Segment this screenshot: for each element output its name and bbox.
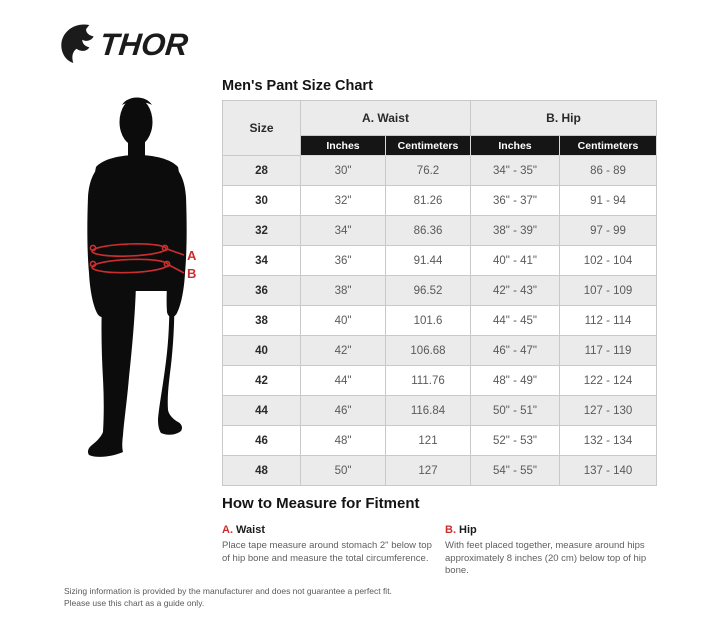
cell-value: 127 - 130 [560, 396, 657, 426]
cell-value: 132 - 134 [560, 426, 657, 456]
size-chart-table [222, 100, 657, 486]
cell-value: 102 - 104 [560, 246, 657, 276]
table-row [223, 246, 657, 276]
cell-value: 34" [301, 216, 386, 246]
measure-hip-prefix: B. [445, 524, 456, 536]
sizing-disclaimer [64, 585, 392, 610]
header-hip: B. Hip [471, 101, 657, 136]
table-row [223, 366, 657, 396]
cell-value: 40" - 41" [471, 246, 560, 276]
cell-value: 38" [301, 276, 386, 306]
table-row [223, 456, 657, 486]
cell-value: 117 - 119 [560, 336, 657, 366]
cell-size: 38 [223, 306, 301, 336]
cell-value: 96.52 [386, 276, 471, 306]
cell-size: 28 [223, 156, 301, 186]
cell-value: 36" [301, 246, 386, 276]
cell-value: 36" - 37" [471, 186, 560, 216]
cell-value: 48" - 49" [471, 366, 560, 396]
table-row [223, 396, 657, 426]
cell-value: 40" [301, 306, 386, 336]
cell-size: 32 [223, 216, 301, 246]
table-body [223, 156, 657, 486]
cell-value: 111.76 [386, 366, 471, 396]
cell-value: 106.68 [386, 336, 471, 366]
measure-waist-label: Waist [233, 524, 265, 536]
cell-value: 32" [301, 186, 386, 216]
cell-size: 30 [223, 186, 301, 216]
table-row [223, 156, 657, 186]
measure-hip-block [445, 523, 667, 578]
table-row [223, 336, 657, 366]
cell-value: 42" - 43" [471, 276, 560, 306]
how-to-measure-title: How to Measure for Fitment [222, 495, 420, 512]
cell-value: 107 - 109 [560, 276, 657, 306]
table-row [223, 306, 657, 336]
thor-logo [60, 24, 188, 64]
cell-value: 50" - 51" [471, 396, 560, 426]
size-chart-title: Men's Pant Size Chart [222, 78, 373, 94]
subheader-waist-inches: Inches [301, 136, 386, 156]
measure-hip-heading [445, 523, 667, 538]
cell-value: 91.44 [386, 246, 471, 276]
table-row [223, 276, 657, 306]
cell-value: 127 [386, 456, 471, 486]
hip-callout-label: B [187, 266, 197, 281]
measure-hip-text: With feet placed together, measure around hips approximately 8 inches (20 cm) below top of hip bone. [445, 539, 647, 577]
cell-value: 121 [386, 426, 471, 456]
cell-value: 97 - 99 [560, 216, 657, 246]
cell-value: 46" [301, 396, 386, 426]
cell-value: 122 - 124 [560, 366, 657, 396]
cell-value: 101.6 [386, 306, 471, 336]
header-waist: A. Waist [301, 101, 471, 136]
cell-value: 52" - 53" [471, 426, 560, 456]
table-header [223, 101, 657, 156]
size-chart-table-wrap [222, 100, 656, 486]
cell-value: 48" [301, 426, 386, 456]
subheader-hip-inches: Inches [471, 136, 560, 156]
cell-value: 81.26 [386, 186, 471, 216]
cell-size: 46 [223, 426, 301, 456]
subheader-hip-cm: Centimeters [560, 136, 657, 156]
measure-waist-block [222, 523, 434, 565]
cell-size: 48 [223, 456, 301, 486]
cell-value: 46" - 47" [471, 336, 560, 366]
table-row [223, 216, 657, 246]
cell-size: 40 [223, 336, 301, 366]
cell-value: 30" [301, 156, 386, 186]
cell-value: 86 - 89 [560, 156, 657, 186]
measure-hip-label: Hip [456, 524, 477, 536]
cell-value: 34" - 35" [471, 156, 560, 186]
table-row [223, 426, 657, 456]
waist-callout-label: A [187, 248, 197, 263]
measure-waist-prefix: A. [222, 524, 233, 536]
cell-size: 44 [223, 396, 301, 426]
measure-waist-text: Place tape measure around stomach 2" below top of hip bone and measure the total circumference. [222, 539, 432, 564]
male-silhouette-figure [62, 93, 212, 495]
cell-value: 42" [301, 336, 386, 366]
cell-value: 38" - 39" [471, 216, 560, 246]
disclaimer-line-2: Please use this chart as a guide only. [64, 598, 205, 609]
cell-size: 36 [223, 276, 301, 306]
thor-ram-head-icon [60, 24, 96, 64]
cell-value: 137 - 140 [560, 456, 657, 486]
cell-value: 91 - 94 [560, 186, 657, 216]
cell-value: 112 - 114 [560, 306, 657, 336]
measure-waist-heading [222, 523, 434, 538]
thor-wordmark: THOR [98, 26, 190, 62]
cell-value: 44" [301, 366, 386, 396]
cell-value: 116.84 [386, 396, 471, 426]
disclaimer-line-1: Sizing information is provided by the manufacturer and does not guarantee a perfect fit. [64, 586, 392, 596]
cell-size: 42 [223, 366, 301, 396]
cell-value: 44" - 45" [471, 306, 560, 336]
cell-value: 54" - 55" [471, 456, 560, 486]
cell-value: 50" [301, 456, 386, 486]
table-row [223, 186, 657, 216]
cell-value: 76.2 [386, 156, 471, 186]
body-silhouette [87, 98, 186, 457]
subheader-waist-cm: Centimeters [386, 136, 471, 156]
cell-size: 34 [223, 246, 301, 276]
cell-value: 86.36 [386, 216, 471, 246]
header-size: Size [223, 101, 301, 156]
